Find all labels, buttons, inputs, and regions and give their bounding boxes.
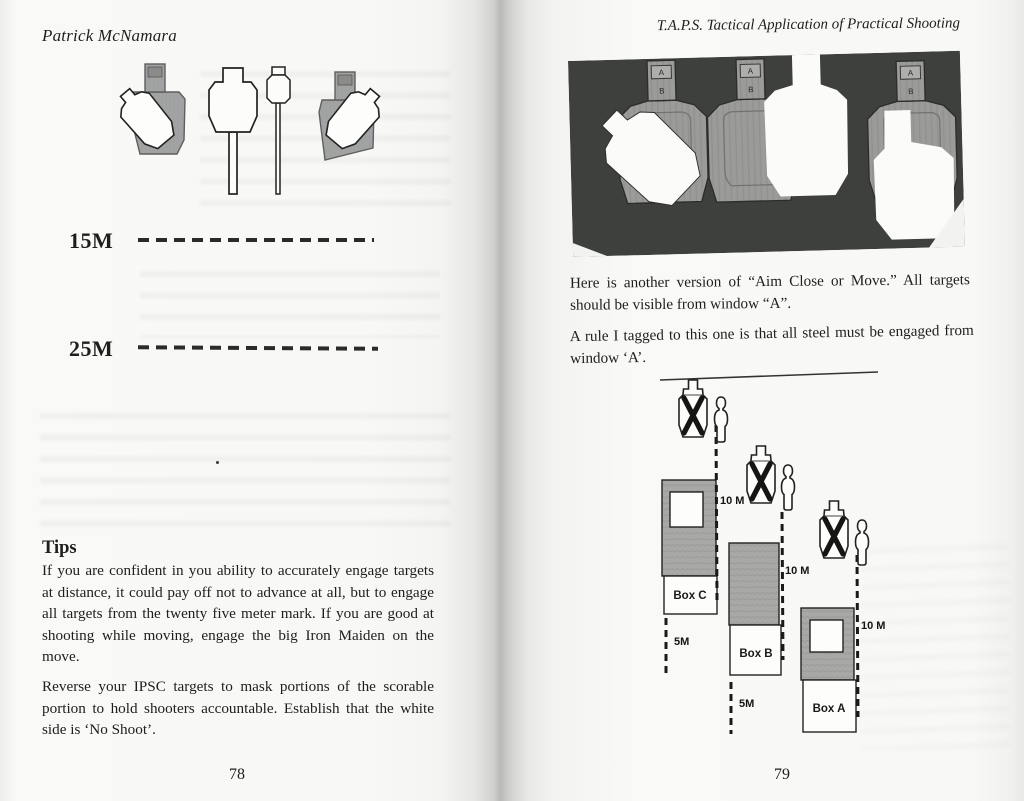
tips-paragraph-1: If you are confident in you ability to accurately engage targets at distance, it could pay off not to advance at all, but to engage all targets from the twenty five meter mark. If you are good at shooting while moving, engage the big Iron Maiden on the move. xyxy=(42,562,434,666)
box-c xyxy=(664,576,717,614)
range-label-5m-2: 5M xyxy=(739,698,755,710)
head-zone-a-label: A xyxy=(658,67,665,78)
person-silhouette-1 xyxy=(715,397,728,442)
bleed-through-text xyxy=(140,258,440,338)
range-label-5m-1: 5M xyxy=(674,636,690,648)
range-line-10m-1 xyxy=(716,425,717,600)
distance-label-25m: 25M xyxy=(69,336,114,361)
tips-paragraph-2: Reverse your IPSC targets to mask portions of the scorable portion to hold shooters accountable. Establish that the white side is ‘No Shoot’. xyxy=(42,678,434,739)
box-a-label: Box A xyxy=(812,703,846,715)
x-target-2 xyxy=(747,446,775,503)
distance-line-15m xyxy=(138,238,374,242)
tilted-target-left-icon xyxy=(111,64,185,154)
tilted-target-right-icon xyxy=(319,72,389,160)
box-a xyxy=(803,680,856,732)
head-zone-a-label: A xyxy=(747,66,754,76)
targets-figure xyxy=(85,52,415,202)
box-b-label: Box B xyxy=(739,648,773,660)
stage-description-2: A rule I tagged to this one is that all steel must be engaged from window ‘A’. xyxy=(569,321,974,367)
head-zone-b-label: B xyxy=(659,86,665,96)
iron-maiden-target-icon xyxy=(209,68,257,194)
distance-label-15m: 15M xyxy=(69,228,114,253)
box-c-label: Box C xyxy=(673,590,707,602)
x-target-1 xyxy=(679,380,707,437)
firing-line xyxy=(660,372,878,380)
page-number-left: 78 xyxy=(229,766,245,783)
range-line-10m-2 xyxy=(782,512,783,660)
range-label-10m-1: 10 M xyxy=(720,495,745,507)
author-header: Patrick McNamara xyxy=(42,26,177,45)
box-a-wall xyxy=(801,608,854,680)
head-zone-b-label: B xyxy=(908,86,914,97)
book-title-header: T.A.P.S. Tactical Application of Practical Shooting xyxy=(656,15,961,35)
scan-speck xyxy=(216,461,219,464)
box-c-window xyxy=(670,492,703,527)
x-target-3 xyxy=(820,501,848,558)
box-a-window xyxy=(810,620,843,652)
page-number-right: 79 xyxy=(774,766,790,783)
head-zone-b-label: B xyxy=(748,85,754,95)
stage-description-1: Here is another version of “Aim Close or Move.” All targets should be visible from window “A”. xyxy=(569,271,970,314)
tips-heading: Tips xyxy=(42,538,77,558)
range-label-10m-3: 10 M xyxy=(861,620,886,632)
stage-diagram xyxy=(645,363,975,748)
stage-photo xyxy=(568,51,965,257)
range-label-10m-2: 10 M xyxy=(785,565,810,577)
range-line-10m-3 xyxy=(857,555,858,717)
head-zone-a-label: A xyxy=(907,68,914,78)
box-c-wall xyxy=(662,480,716,576)
popper-target-icon xyxy=(267,67,290,194)
box-b xyxy=(730,625,781,675)
person-silhouette-2 xyxy=(782,465,795,510)
distance-line-25m xyxy=(138,345,378,350)
box-b-wall xyxy=(729,543,779,625)
person-silhouette-3 xyxy=(856,520,869,565)
bleed-through-text xyxy=(40,400,450,540)
